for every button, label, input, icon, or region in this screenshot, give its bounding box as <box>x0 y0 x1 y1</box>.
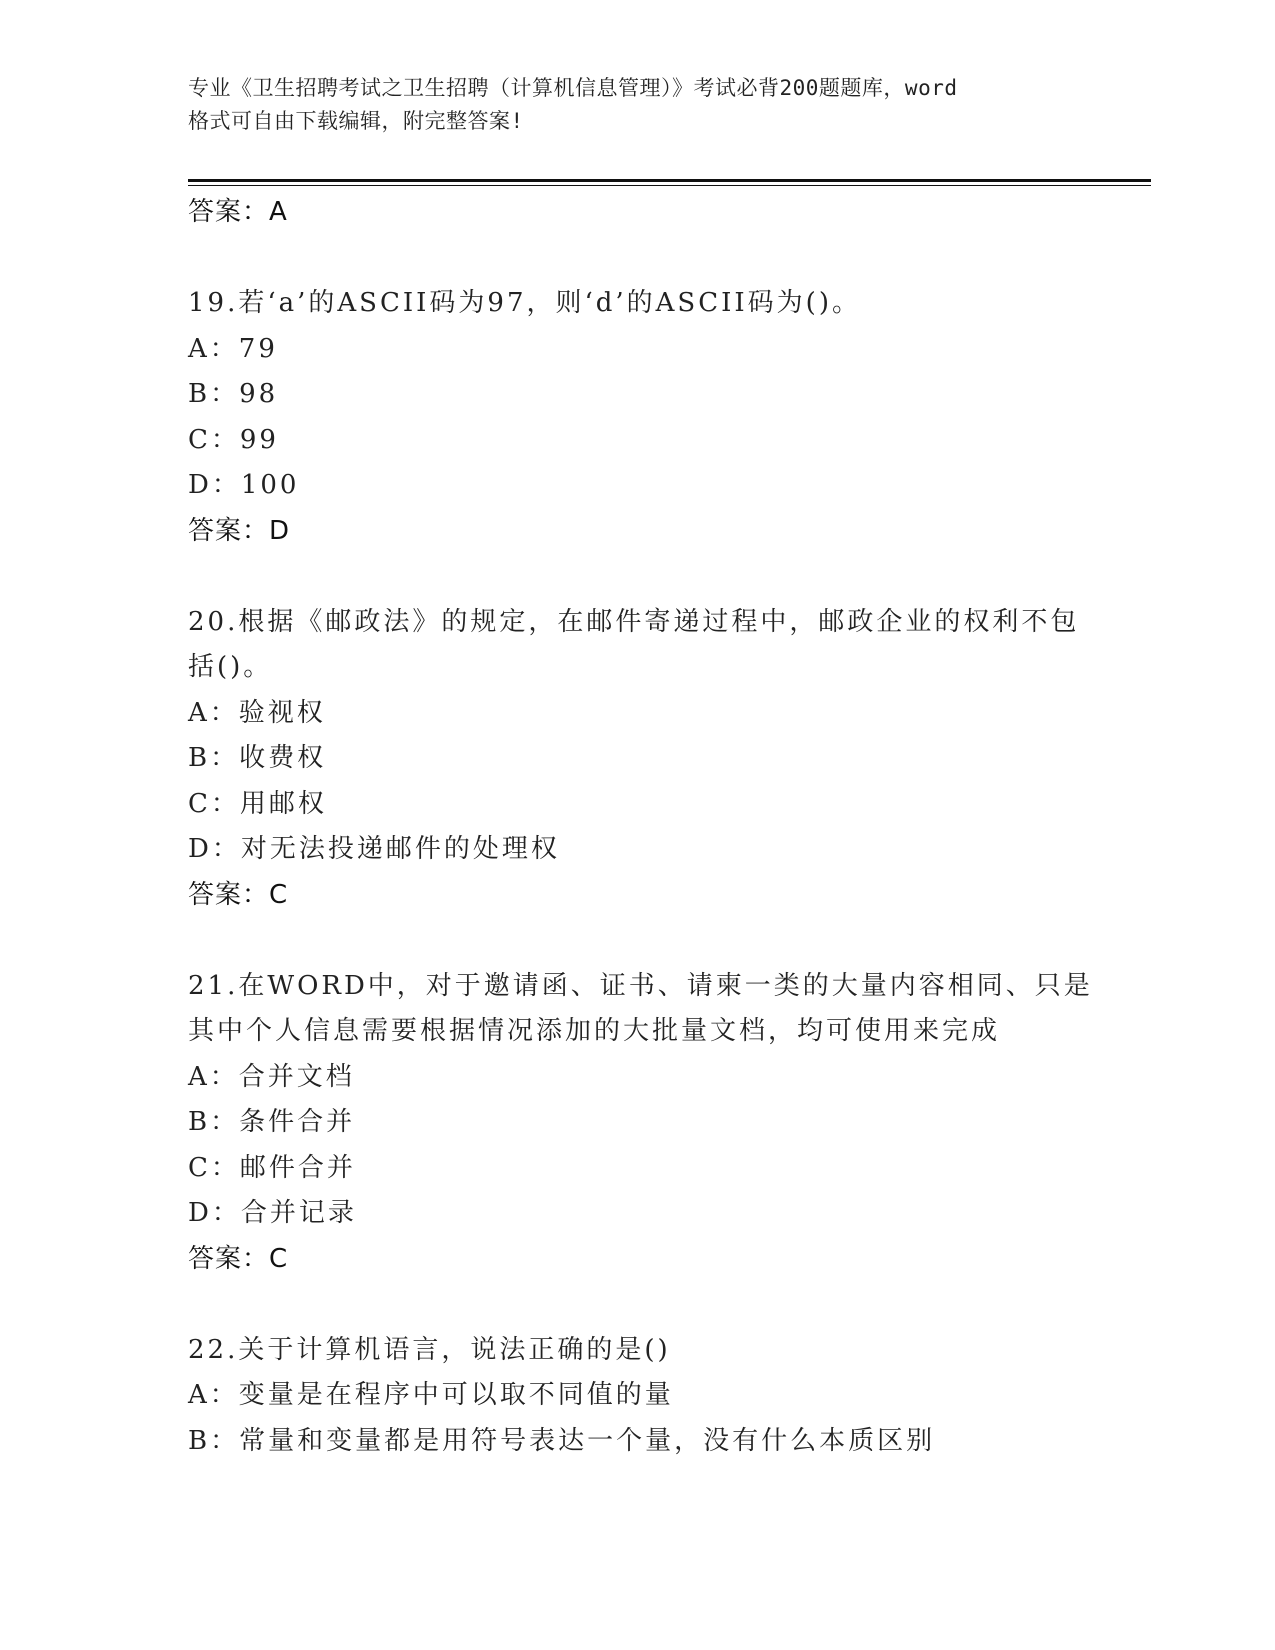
question-text-continued: 其中个人信息需要根据情况添加的大批量文档，均可使用来完成 <box>188 1016 1001 1046</box>
question-text-continued: 括()。 <box>188 652 273 682</box>
question-block <box>188 281 1088 554</box>
question-block <box>188 964 1093 1283</box>
header-title-line-1: 专业《卫生招聘考试之卫生招聘（计算机信息管理）》考试必背200题题库，word <box>188 76 958 100</box>
question-text: 19.若‘a’的ASCII码为97，则‘d’的ASCII码为()。 <box>188 288 861 318</box>
header-title-line-2: 格式可自由下载编辑，附完整答案! <box>188 109 524 133</box>
option-a: A：合并文档 <box>188 1061 355 1092</box>
answer-line: 答案：D <box>188 515 291 546</box>
option-b: B：98 <box>188 379 279 409</box>
header-divider <box>188 179 1151 182</box>
option-b: B：条件合并 <box>188 1107 356 1137</box>
document-header <box>188 72 1088 138</box>
option-c: C：99 <box>188 424 279 455</box>
option-a: A：验视权 <box>188 697 326 728</box>
option-c: C：用邮权 <box>188 788 327 819</box>
answer-line: 答案：C <box>188 1243 289 1274</box>
question-list <box>188 190 1093 1464</box>
header-divider-thin <box>188 185 1151 186</box>
option-b: B：收费权 <box>188 743 327 773</box>
option-a: A：79 <box>188 333 278 364</box>
question-text: 21.在WORD中，对于邀请函、证书、请柬一类的大量内容相同、只是 <box>188 970 1093 1001</box>
option-d: D：对无法投递邮件的处理权 <box>188 834 560 864</box>
answer-line: 答案：A <box>188 197 288 227</box>
question-text: 20.根据《邮政法》的规定，在邮件寄递过程中，邮政企业的权利不包 <box>188 606 1080 637</box>
option-d: D：100 <box>188 470 300 500</box>
question-text: 22.关于计算机语言，说法正确的是() <box>188 1334 671 1365</box>
answer-line: 答案：C <box>188 879 289 910</box>
question-block <box>188 1328 1088 1465</box>
option-b: B：常量和变量都是用符号表达一个量，没有什么本质区别 <box>188 1425 936 1456</box>
option-d: D：合并记录 <box>188 1198 357 1228</box>
question-block <box>188 600 1088 919</box>
option-a: A：变量是在程序中可以取不同值的量 <box>188 1380 674 1410</box>
option-c: C：邮件合并 <box>188 1152 356 1183</box>
